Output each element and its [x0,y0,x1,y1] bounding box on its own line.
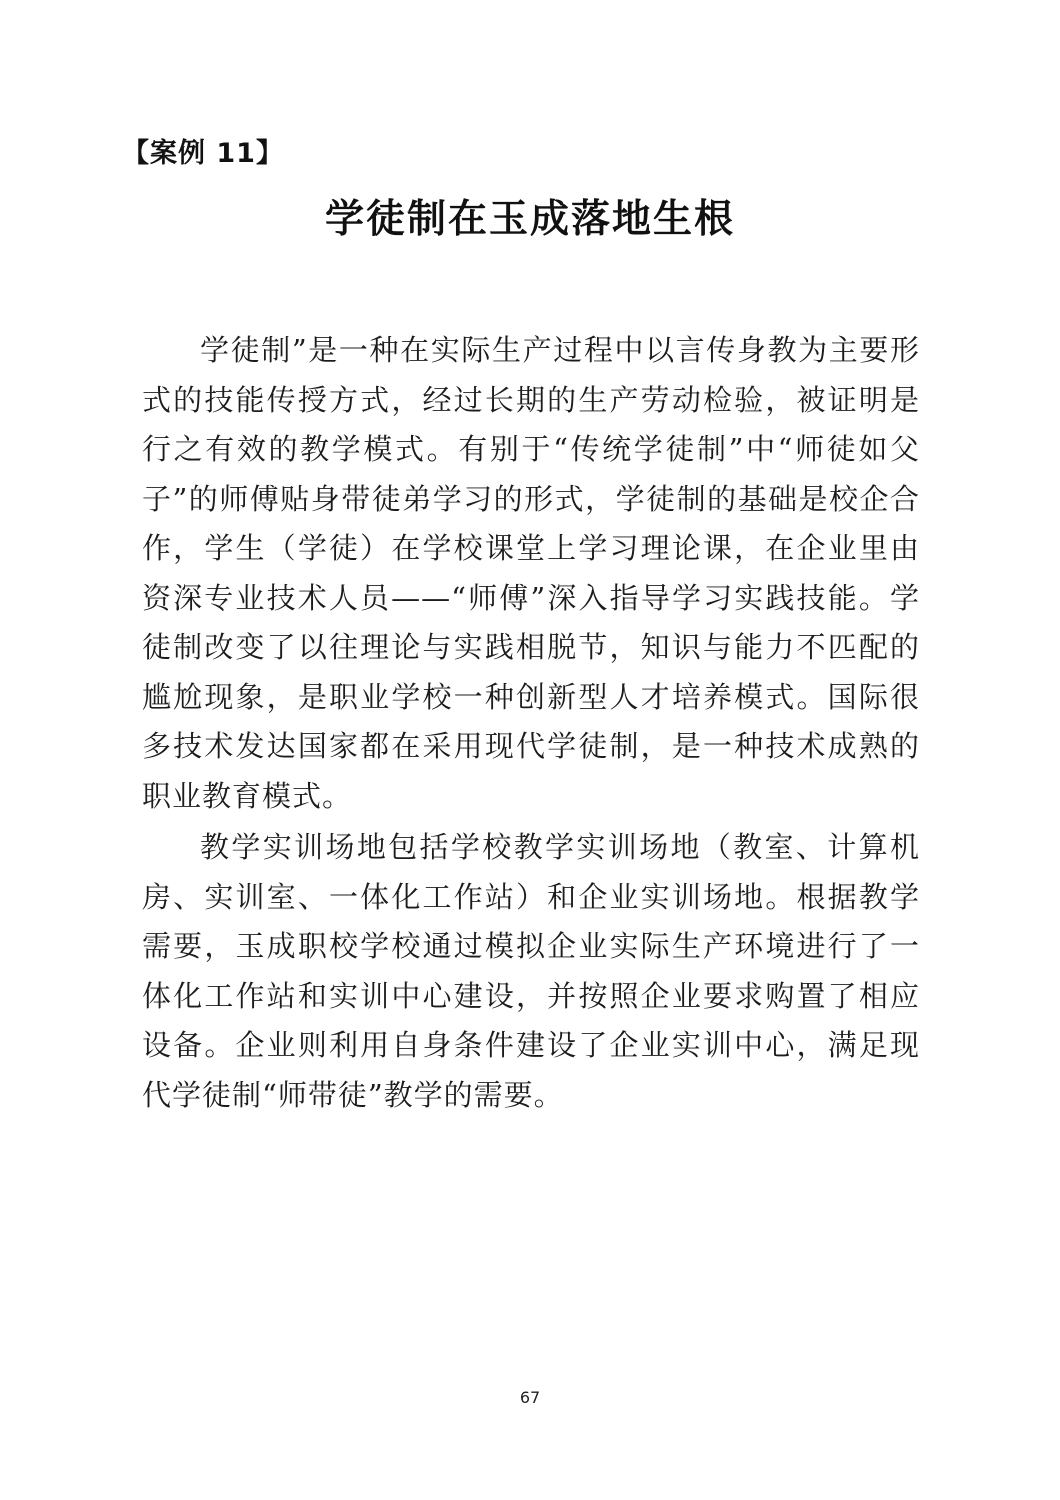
page-title: 学徒制在玉成落地生根 [324,197,735,242]
page-number: 67 [519,1388,541,1407]
paragraph: 教学实训场地包括学校教学实训场地（教室、计算机房、实训室、一体化工作站）和企业实训场地。根据教学需要，玉成职校学校通过模拟企业实际生产环境进行了一体化工作站和实训中心建设，并按照企业要求购置了相应设备。企业则利用自身条件建设了企业实训中心，满足现代学徒制“师带徒”教学的需要。 [142,830,920,1112]
case-label: 【案例 11】 [122,138,284,169]
article-body [142,326,920,1120]
paragraph: 学徒制”是一种在实际生产过程中以言传身教为主要形式的技能传授方式，经过长期的生产劳动检验，被证明是行之有效的教学模式。有别于“传统学徒制”中“师徒如父子”的师傅贴身带徒弟学习的形式，学徒制的基础是校企合作，学生（学徒）在学校课堂上学习理论课，在企业里由资深专业技术人员——“师傅”深入指导学习实践技能。学徒制改变了以往理论与实践相脱节，知识与能力不匹配的尴尬现象，是职业学校一种创新型人才培养模式。国际很多技术发达国家都在采用现代学徒制，是一种技术成熟的职业教育模式。 [142,333,920,813]
